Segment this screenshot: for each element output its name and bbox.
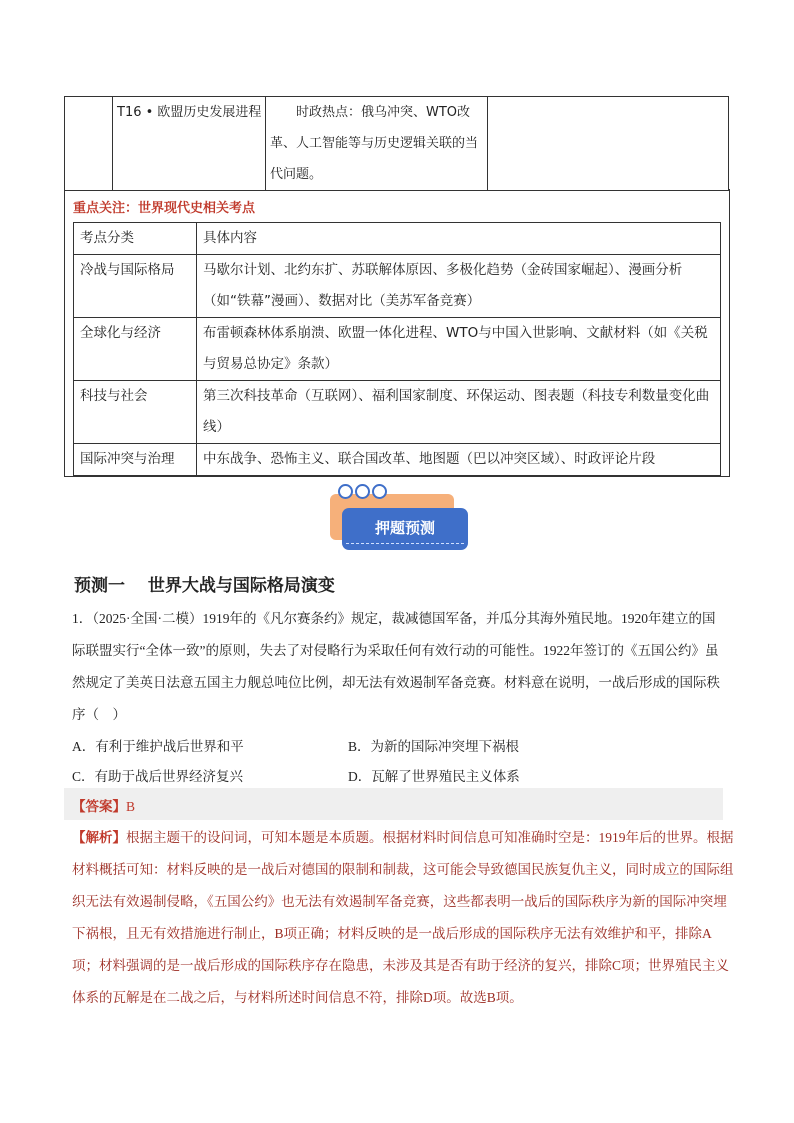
answer-bar [64,788,723,820]
row-category: 全球化与经济 [74,318,197,381]
header-category: 考点分类 [74,223,197,255]
row-category: 国际冲突与治理 [74,444,197,476]
header-content: 具体内容 [197,223,721,255]
table-row [65,97,729,191]
analysis-label: 【解析】 [72,830,126,845]
table-row [74,255,721,318]
answer-value: B [126,799,136,814]
empty-cell [65,97,113,191]
row-content: 布雷顿森林体系崩溃、欧盟一体化进程、WTO与中国入世影响、文献材料（如《关税与贸易总协定》条款） [197,318,721,381]
analysis-block [72,822,736,1014]
option-c: C．有助于战后世界经济复兴 [72,769,244,784]
option-b: B．为新的国际冲突埋下祸根 [348,739,520,754]
option-a: A．有利于维护战后世界和平 [72,739,244,754]
top-table [64,96,729,191]
answer-line [72,795,135,815]
banner-label: 押题预测 [342,508,468,550]
row-category: 科技与社会 [74,381,197,444]
table-row [74,381,721,444]
row-content: 中东战争、恐怖主义、联合国改革、地图题（巴以冲突区域）、时政评论片段 [197,444,721,476]
banner-dots-icon [338,484,389,503]
answer-label: 【答案】 [72,799,126,814]
question-stem: 1．（2025·全国·二模）1919年的《凡尔赛条约》规定，裁减德国军备，并瓜分其海外殖民地。1920年建立的国际联盟实行“全体一致”的原则，失去了对侵略行为采取任何有效行动的可能性。1922年签订的《五国公约》虽然规定了美英日法意五国主力舰总吨位比例，却无法有效遏制军备竞赛。材料意在说明，一战后形成的国际秩序（ ） [72,611,720,722]
row-content: 第三次科技革命（互联网）、福利国家制度、环保运动、图表题（科技专利数量变化曲线） [197,381,721,444]
table-header-row [74,223,721,255]
hotspot-cell: 时政热点：俄乌冲突、WTO改革、人工智能等与历史逻辑关联的当代问题。 [266,97,488,191]
empty-cell [488,97,729,191]
exam-points-table [73,222,721,476]
focus-title: 重点关注：世界现代史相关考点 [73,201,256,216]
option-d: D．瓦解了世界殖民主义体系 [348,769,520,784]
table-row [74,444,721,476]
row-content: 马歇尔计划、北约东扩、苏联解体原因、多极化趋势（金砖国家崛起）、漫画分析（如“铁幕”漫画）、数据对比（美苏军备竞赛） [197,255,721,318]
table-row [74,318,721,381]
row-category: 冷战与国际格局 [74,255,197,318]
section-title: 预测一 世界大战与国际格局演变 [74,576,335,596]
banner-divider [346,543,464,544]
topic-cell: T16 • 欧盟历史发展进程 [113,97,266,191]
analysis-text: 根据主题干的设问词，可知本题是本质题。根据材料时间信息可知准确时空是：1919年后的世界。根据材料概括可知：材料反映的是一战后对德国的限制和制裁，这可能会导致德国民族复仇主义，同时成立的国际组织无法有效遏制侵略，《五国公约》也无法有效遏制军备竞赛，这些都表明一战后的国际秩序为新的国际冲突埋下祸根，且无有效措施进行制止，B项正确；材料反映的是一战后形成的国际秩序无法有效维护和平，排除A项；材料强调的是一战后形成的国际秩序存在隐患，未涉及其是否有助于经济的复兴，排除C项；世界殖民主义体系的瓦解是在二战之后，与材料所述时间信息不符，排除D项。故选B项。 [72,830,734,1005]
